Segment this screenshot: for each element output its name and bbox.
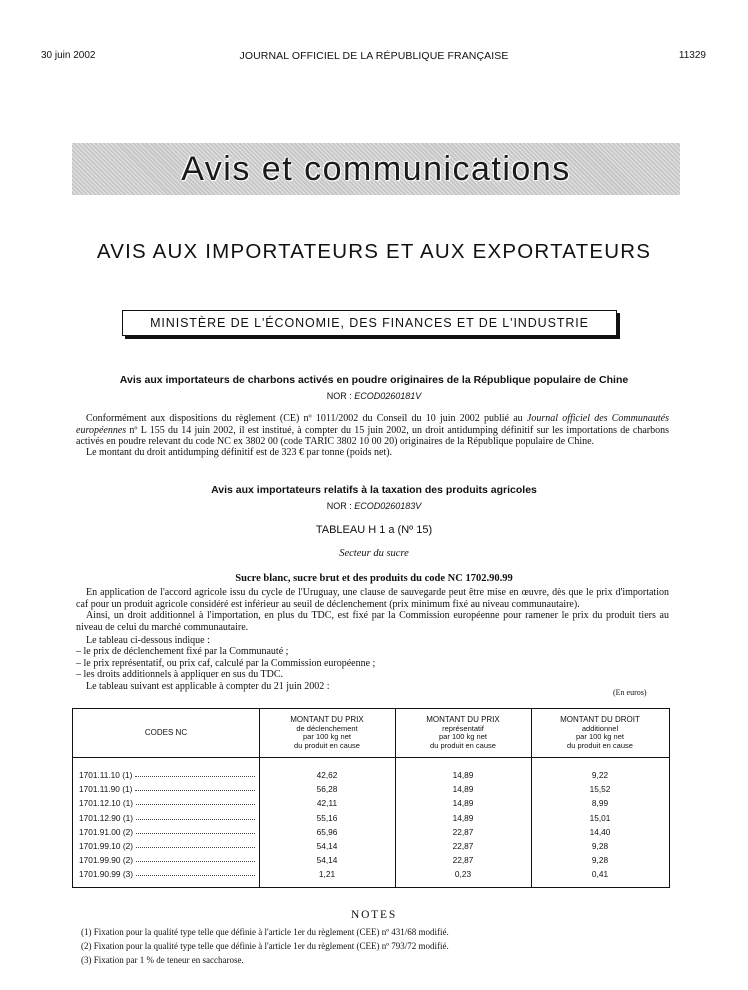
notice1-amount: Le montant du droit antidumping définitif est de 323 € par tonne (poids net). (86, 447, 393, 458)
banner-title: Avis et communications (181, 149, 571, 188)
droit-cell: 15,52 (589, 784, 611, 795)
nor-code: ECOD0260181V (354, 391, 422, 401)
table-row (73, 827, 669, 841)
nc-code: 1701.12.90 (1) (79, 812, 133, 823)
table-row (73, 798, 669, 812)
nc-code: 1701.99.10 (2) (79, 841, 133, 851)
droit-cell: 0,41 (591, 869, 609, 880)
leader-dots (135, 789, 255, 791)
notice1-paragraph (76, 413, 669, 448)
header-text: par 100 kg net (439, 732, 487, 741)
droit-cell: 9,28 (591, 855, 609, 866)
header-text: CODES NC (144, 727, 188, 737)
header-text: représentatif (442, 723, 484, 733)
representatif-cell: 0,23 (454, 869, 472, 880)
code-cell (79, 770, 255, 780)
note-item: (2) Fixation pour la qualité type telle que définie à l'article 1er du règlement (CEE) nº 793/72 modifié. (81, 941, 449, 951)
column-header-droit (531, 709, 669, 757)
header-text: additionnel (581, 723, 619, 733)
column-header-representatif (395, 709, 531, 757)
leader-dots (136, 832, 255, 834)
page-date: 30 juin 2002 (41, 50, 96, 61)
price-table (72, 708, 670, 888)
currency-unit: (En euros) (613, 688, 647, 697)
leader-dots (136, 874, 255, 876)
notice2-paragraph-1: En application de l'accord agricole issu du cycle de l'Uruguay, une clause de sauvegarde peut être mise en œuvre, dès que le prix d'importation caf pour un produit agricole considéré est inférieur au seuil de déclenchement (prix minimum fixé au niveau communautaire). (76, 587, 669, 610)
journal-title: JOURNAL OFFICIEL DE LA RÉPUBLIQUE FRANÇAISE (239, 50, 509, 62)
list-item: – le prix représentatif, ou prix caf, calculé par la Commission européenne ; (76, 657, 376, 669)
code-cell (79, 813, 255, 823)
note-item: (1) Fixation pour la qualité type telle que définie à l'article 1er du règlement (CEE) nº 431/68 modifié. (81, 927, 449, 937)
header-text: MONTANT DU PRIX (290, 715, 364, 724)
section-banner (72, 143, 680, 195)
nor-label: NOR : (326, 501, 352, 511)
header-text: du produit en cause (294, 740, 360, 750)
representatif-cell: 14,89 (452, 784, 474, 795)
header-text: par 100 kg net (576, 732, 624, 741)
notes-title: NOTES (350, 909, 398, 921)
droit-cell: 8,99 (591, 798, 609, 809)
header-text: par 100 kg net (303, 732, 351, 741)
leader-dots (136, 846, 255, 848)
code-cell (79, 827, 255, 837)
code-cell (79, 855, 255, 865)
nc-code: 1701.99.90 (2) (79, 855, 133, 866)
droit-cell: 9,28 (591, 841, 609, 851)
list-intro: Le tableau ci-dessous indique : (86, 635, 210, 646)
code-cell (79, 784, 255, 794)
notice1-para-end: nº L 155 du 14 juin 2002, il est institué, à compter du 15 juin 2002, un droit antidumping définitif sur les importations de charbons activés en poudre relevant du code NC ex 3802 00 (code TARIC 3802 10 00 20) originaires de la République populaire de Chine. (76, 424, 669, 447)
header-divider (73, 757, 669, 758)
notice1-nor (0, 391, 748, 401)
nor-label: NOR : (326, 391, 352, 401)
notice1-para-start: Conformément aux dispositions du règlement (CE) nº 1011/2002 du Conseil du 10 juin 2002 publié au (86, 413, 527, 424)
list-item: – le prix de déclenchement fixé par la Communauté ; (76, 646, 289, 658)
table-row (73, 869, 669, 883)
representatif-cell: 22,87 (452, 841, 474, 851)
header-text: du produit en cause (567, 740, 633, 750)
droit-cell: 9,22 (591, 770, 609, 780)
code-cell (79, 841, 255, 851)
secteur-label: Secteur du sucre (339, 548, 409, 559)
code-cell (79, 869, 255, 879)
sucre-subtitle: Sucre blanc, sucre brut et des produits du code NC 1702.90.99 (235, 573, 513, 584)
leader-dots (136, 803, 255, 805)
declenchement-cell: 54,14 (316, 841, 338, 851)
notice1-title: Avis aux importateurs de charbons activés en poudre originaires de la République populaire de Chine (119, 374, 629, 386)
note-item: (3) Fixation par 1 % de teneur en saccharose. (81, 955, 244, 965)
code-cell (79, 798, 255, 808)
ministry-heading (122, 310, 617, 336)
ministry-name: MINISTÈRE DE L'ÉCONOMIE, DES FINANCES ET DE L'INDUSTRIE (150, 316, 589, 330)
droit-cell: 14,40 (589, 826, 611, 837)
explanation-list (76, 635, 669, 692)
column-header-codes (73, 709, 259, 757)
leader-dots (136, 860, 255, 862)
nc-code: 1701.11.10 (1) (79, 770, 133, 780)
leader-dots (136, 818, 255, 820)
declenchement-cell: 54,14 (316, 855, 338, 866)
nor-code: ECOD0260183V (354, 501, 422, 511)
representatif-cell: 22,87 (452, 826, 474, 837)
declenchement-cell: 1,21 (318, 869, 336, 880)
page-number: 11329 (678, 50, 706, 61)
representatif-cell: 14,89 (452, 812, 474, 823)
nc-code: 1701.12.10 (1) (79, 798, 133, 809)
representatif-cell: 22,87 (452, 855, 474, 866)
declenchement-cell: 65,96 (316, 826, 338, 837)
list-item: – les droits additionnels à appliquer en sus du TDC. (76, 669, 284, 681)
notice2-paragraph-2: Ainsi, un droit additionnel à l'importation, en plus du TDC, est fixé par la Commission européenne pour ramener le prix du produit tiers au niveau de celui du marché communautaire. (76, 610, 669, 633)
declenchement-cell: 42,11 (316, 798, 338, 809)
nc-code: 1701.11.90 (1) (79, 784, 133, 795)
header-text: de déclenchement (296, 723, 358, 733)
header-text: du produit en cause (430, 740, 496, 750)
journal-reference: Journal officiel des Communautés européennes (76, 413, 669, 436)
declenchement-cell: 42,62 (316, 770, 338, 780)
header-text: MONTANT DU PRIX (426, 715, 500, 724)
table-row (73, 813, 669, 827)
droit-cell: 15,01 (589, 812, 611, 823)
representatif-cell: 14,89 (452, 798, 474, 809)
table-row (73, 770, 669, 784)
applicable-date: Le tableau suivant est applicable à compter du 21 juin 2002 : (86, 680, 330, 692)
declenchement-cell: 55,16 (316, 812, 338, 823)
table-row (73, 855, 669, 869)
tableau-title: TABLEAU H 1 a (Nº 15) (315, 524, 433, 536)
table-row (73, 784, 669, 798)
nc-code: 1701.90.99 (3) (79, 869, 133, 880)
table-row (73, 841, 669, 855)
section-title: AVIS AUX IMPORTATEURS ET AUX EXPORTATEURS (96, 240, 652, 263)
column-header-declenchement (259, 709, 395, 757)
declenchement-cell: 56,28 (316, 784, 338, 795)
notice2-title: Avis aux importateurs relatifs à la taxation des produits agricoles (211, 484, 537, 496)
leader-dots (135, 775, 255, 777)
nc-code: 1701.91.00 (2) (79, 826, 133, 837)
header-text: MONTANT DU DROIT (560, 715, 640, 724)
notice2-nor (0, 501, 748, 511)
representatif-cell: 14,89 (452, 770, 474, 780)
